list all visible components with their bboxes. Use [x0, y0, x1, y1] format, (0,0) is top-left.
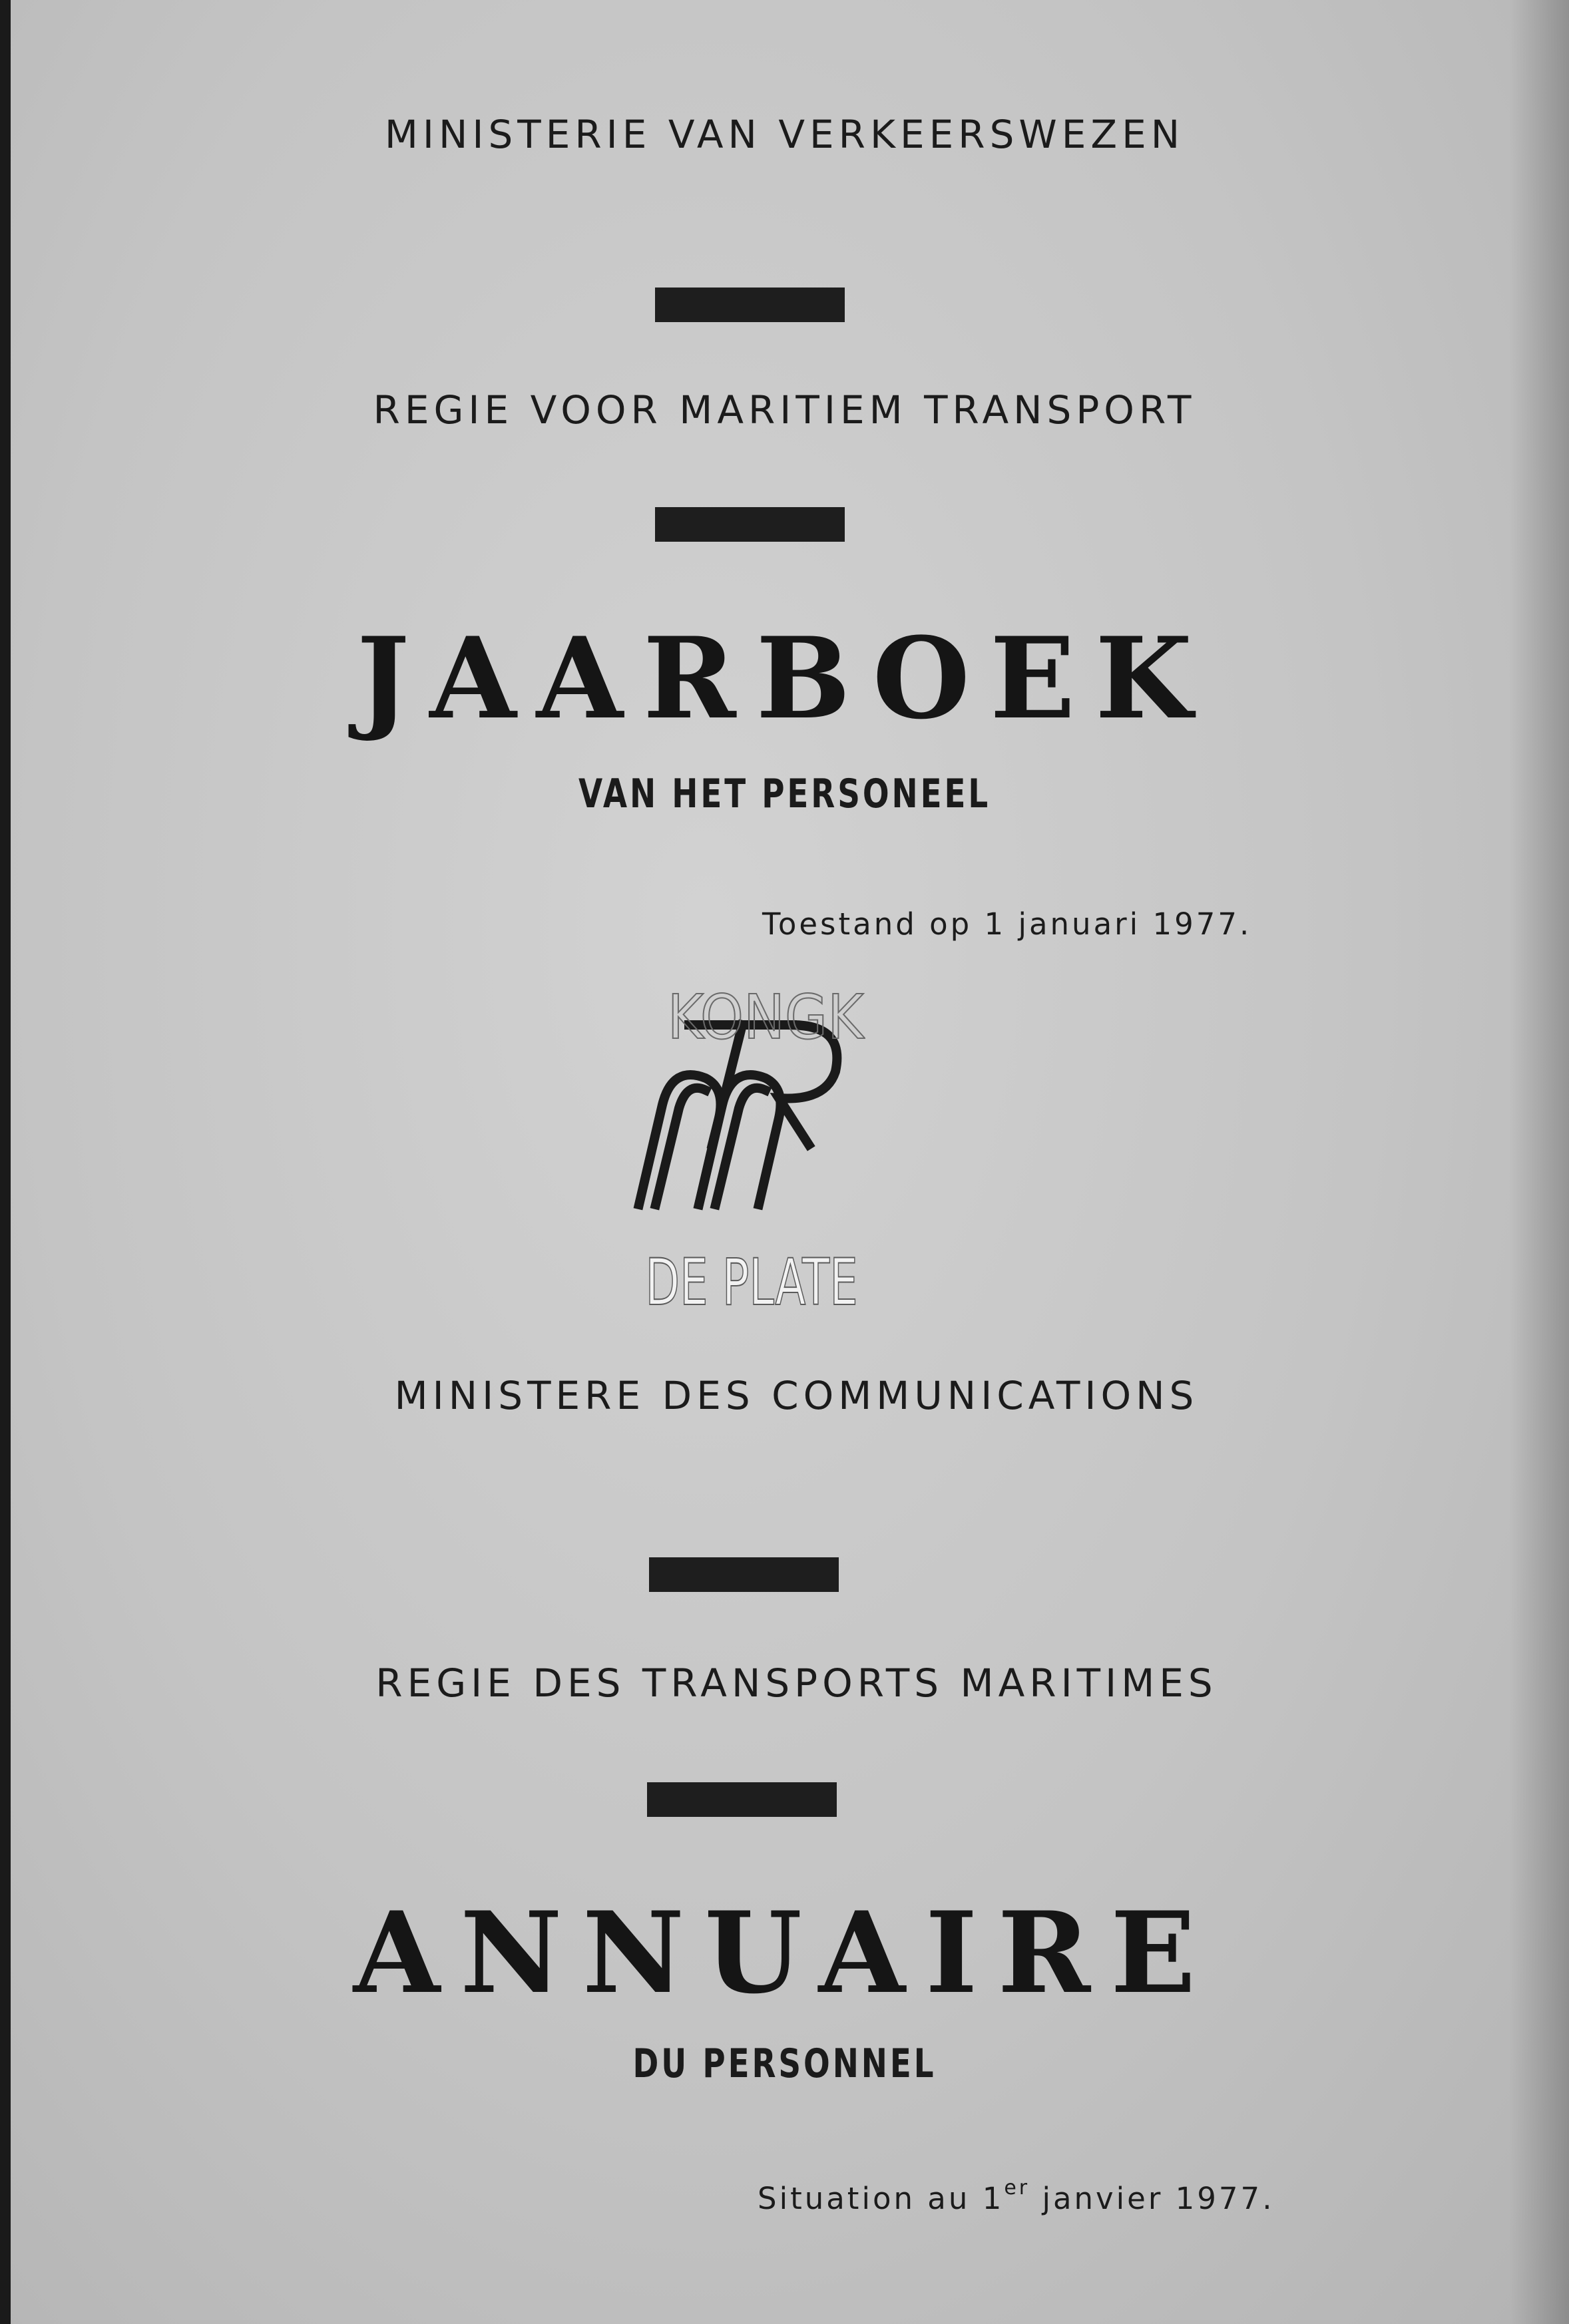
- logo-watermark-top: KONGK: [667, 985, 864, 1053]
- separator-bar: [647, 1782, 837, 1817]
- separator-bar: [655, 288, 845, 322]
- french-date-superscript: er: [1004, 2176, 1030, 2200]
- dutch-ministry-heading: MINISTERIE VAN VERKEERSWEZEN: [384, 112, 1185, 157]
- dutch-date-line: Toestand op 1 januari 1977.: [762, 906, 1252, 942]
- french-date-prefix: Situation au 1: [758, 2181, 1005, 2216]
- rmt-logo: [626, 985, 865, 1371]
- french-title: ANNUAIRE: [353, 1887, 1216, 2019]
- french-date-line: [758, 2176, 1275, 2216]
- dutch-subtitle: VAN HET PERSONEEL: [578, 771, 991, 817]
- dutch-title: JAARBOEK: [356, 612, 1213, 744]
- separator-bar: [655, 507, 845, 542]
- french-agency-heading: REGIE DES TRANSPORTS MARITIMES: [375, 1660, 1218, 1706]
- french-date-suffix: janvier 1977.: [1030, 2181, 1275, 2216]
- logo-watermark-bottom: DE PLATE: [645, 1245, 858, 1320]
- french-ministry-heading: MINISTERE DES COMMUNICATIONS: [394, 1373, 1199, 1418]
- separator-bar: [649, 1557, 839, 1592]
- french-subtitle: DU PERSONNEL: [632, 2040, 937, 2087]
- dutch-agency-heading: REGIE VOOR MARITIEM TRANSPORT: [373, 387, 1196, 433]
